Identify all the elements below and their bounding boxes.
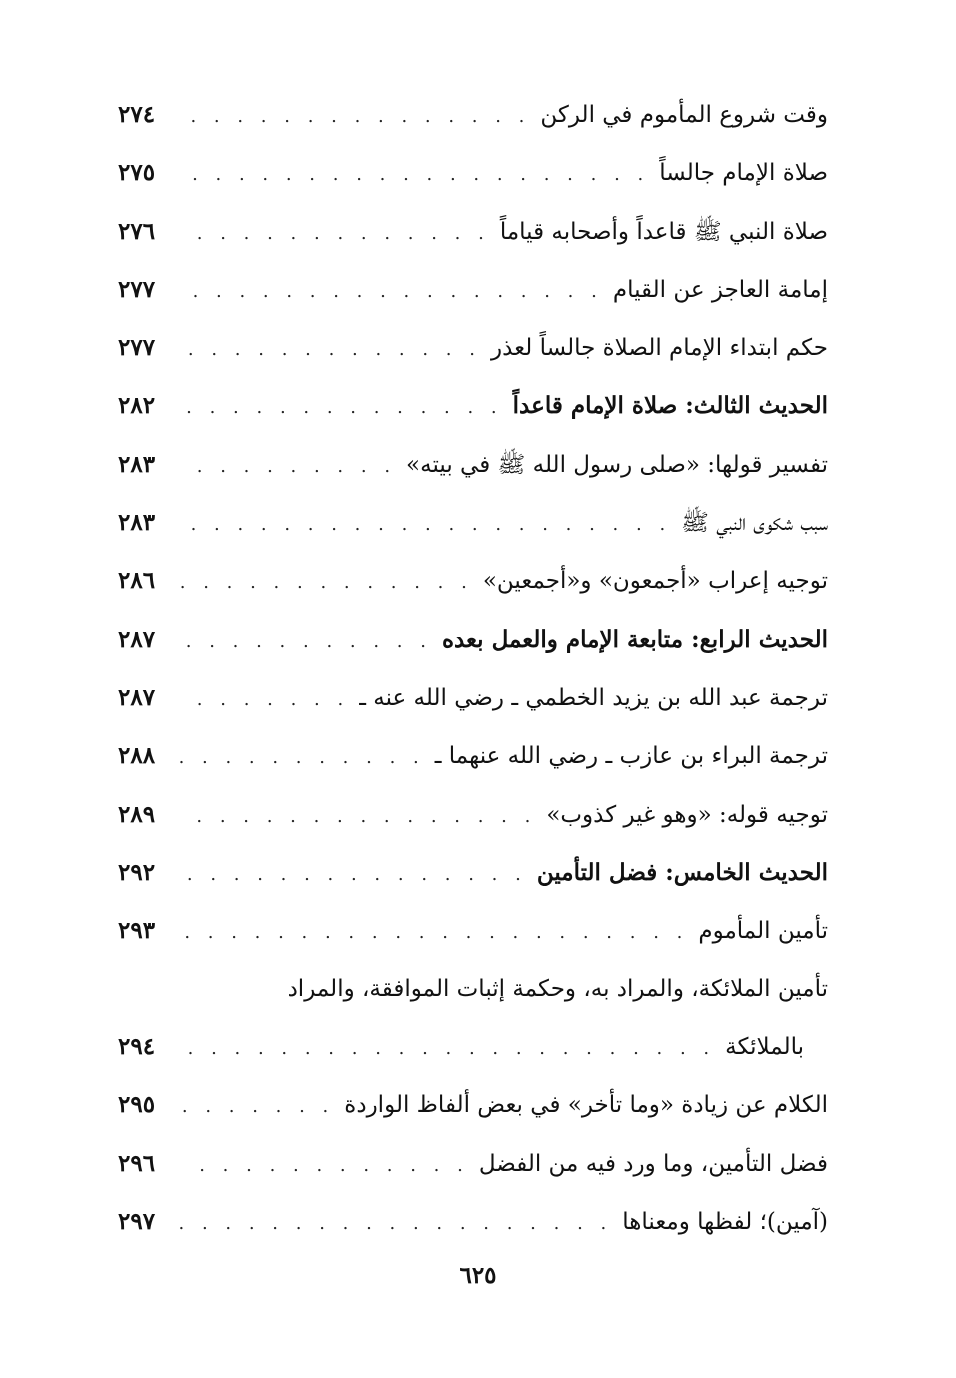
toc-entry-title: تفسير قولها: «صلى رسول الله ﷺ في بيته» <box>406 451 828 478</box>
toc-entry-title: إمامة العاجز عن القيام <box>612 276 828 303</box>
toc-entry-title: (آمين)؛ لفظها ومعناها <box>622 1209 828 1236</box>
toc-leader-dots <box>180 438 396 496</box>
toc-entry <box>118 669 828 727</box>
toc-entry <box>118 786 828 844</box>
toc-entry <box>118 319 828 377</box>
toc-entry-page: ٢٨٧ <box>118 683 156 711</box>
toc-leader-dots <box>180 88 530 146</box>
toc-leader-dots <box>180 846 527 904</box>
toc-entry-title: توجيه إعراب «أجمعون» و«أجمعين» <box>482 568 828 595</box>
toc-leader-dots <box>180 1195 612 1253</box>
toc-entry <box>118 844 828 902</box>
toc-entry-page: ٢٨٩ <box>118 800 156 828</box>
toc-entry-title: الكلام عن زيادة «وما تأخر» في بعض ألفاظ الواردة <box>344 1092 828 1119</box>
toc-entry-page: ٢٨٨ <box>118 742 156 770</box>
toc-entry-page: ٢٨٣ <box>118 509 156 537</box>
toc-entry-page: ٢٨٢ <box>118 392 156 420</box>
toc-entries <box>118 86 828 960</box>
toc-leader-dots <box>180 1020 715 1078</box>
table-of-contents <box>118 86 828 1251</box>
toc-entry-page: ٢٧٧ <box>118 275 156 303</box>
toc-entry-page: ٢٩٣ <box>118 917 156 945</box>
toc-entry-multiline <box>118 960 828 1076</box>
toc-entry <box>118 1135 828 1193</box>
toc-entry-page: ٢٨٣ <box>118 450 156 478</box>
toc-entry-title: حكم ابتداء الإمام الصلاة جالساً لعذر <box>490 335 828 362</box>
toc-entry <box>118 377 828 435</box>
toc-entry <box>118 1076 828 1134</box>
toc-leader-dots <box>180 1078 334 1136</box>
toc-entry <box>118 727 828 785</box>
toc-entry-title: ترجمة عبد الله بن يزيد الخطمي ـ رضي الله عنه ـ <box>359 684 828 711</box>
page-number: ٦٢٥ <box>459 1262 497 1289</box>
toc-leader-dots <box>180 729 425 787</box>
toc-entry-page: ٢٩٤ <box>118 1033 156 1061</box>
toc-entry-title: صلاة الإمام جالساً <box>659 160 828 187</box>
toc-entry-page: ٢٧٤ <box>118 101 156 128</box>
toc-entry-title: الحديث الثالث: صلاة الإمام قاعداً <box>512 392 828 420</box>
toc-entry-title: توجيه قوله: «وهو غير كذوب» <box>546 801 828 828</box>
toc-entry <box>118 436 828 494</box>
toc-entry <box>118 86 828 144</box>
toc-leader-dots <box>180 146 649 204</box>
toc-entry <box>118 611 828 669</box>
toc-entry <box>118 902 828 960</box>
toc-entry-title: ترجمة البراء بن عازب ـ رضي الله عنهما ـ <box>434 743 828 770</box>
toc-leader-dots <box>180 788 536 846</box>
toc-leader-dots <box>180 263 603 321</box>
toc-leader-dots <box>180 1137 469 1195</box>
toc-entry-page: ٢٧٦ <box>118 217 156 245</box>
toc-entry-title: الحديث الخامس: فضل التأمين <box>536 858 828 886</box>
toc-entry-page: ٢٨٦ <box>118 567 156 595</box>
toc-leader-dots <box>180 379 503 437</box>
toc-entry-page: ٢٧٥ <box>118 159 156 187</box>
toc-entry <box>118 1193 828 1251</box>
toc-leader-dots <box>180 671 349 729</box>
toc-entry-page: ٢٩٢ <box>118 858 156 886</box>
toc-leader-dots <box>180 613 432 671</box>
toc-entry-page: ٢٧٧ <box>118 334 156 362</box>
toc-entry-page: ٢٩٦ <box>118 1149 156 1177</box>
toc-leader-dots <box>180 205 490 263</box>
toc-entries-after <box>118 1076 828 1251</box>
toc-entry-title: فضل التأمين، وما ورد فيه من الفضل <box>478 1150 828 1177</box>
toc-entry-page: ٢٩٥ <box>118 1091 156 1119</box>
toc-entry-title: صلاة النبي ﷺ قاعداً وأصحابه قياماً <box>499 218 828 245</box>
toc-entry-page: ٢٩٧ <box>118 1208 156 1236</box>
toc-entry <box>118 203 828 261</box>
toc-entry <box>118 261 828 319</box>
toc-entry-title: الحديث الرابع: متابعة الإمام والعمل بعده <box>441 625 828 653</box>
toc-entry-page: ٢٨٧ <box>118 625 156 653</box>
toc-entry-title: سبب شكوى النبي ﷺ <box>681 510 828 537</box>
toc-entry <box>118 494 828 552</box>
toc-leader-dots <box>180 554 473 612</box>
toc-leader-dots <box>180 496 671 554</box>
toc-entry-title-line1: تأمين الملائكة، والمراد به، وحكمة إثبات الموافقة، والمراد <box>287 976 828 1003</box>
toc-entry-title: تأمين المأموم <box>698 918 828 945</box>
toc-entry <box>118 144 828 202</box>
toc-entry-title-line2: بالملائكة <box>725 1034 804 1061</box>
toc-leader-dots <box>180 904 688 962</box>
toc-leader-dots <box>180 321 481 379</box>
toc-entry-title: وقت شروع المأموم في الركن <box>540 102 828 128</box>
toc-entry <box>118 552 828 610</box>
